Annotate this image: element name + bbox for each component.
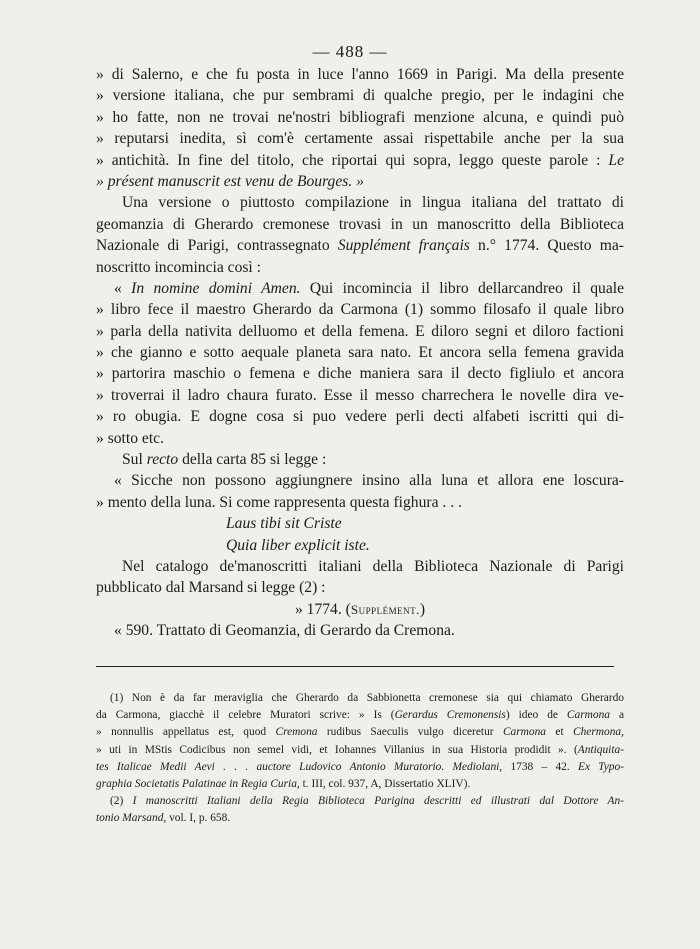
text-line: » ro obugia. E dogne cosa si puo vedere perli decti alfabeti iscritti qui di-	[96, 408, 624, 426]
text-line: » che gianno e sotto aequale planeta sara nato. Et ancora sella femena gravida	[96, 344, 624, 362]
main-text	[96, 64, 624, 642]
text-line: Una versione o piuttosto compilazione in lingua italiana del trattato di	[122, 194, 624, 212]
catalog-entry	[96, 599, 624, 620]
text-line	[96, 278, 624, 299]
text-segment: (2)	[110, 795, 124, 808]
page-number: — 488 —	[312, 42, 388, 61]
footnote-rule	[96, 666, 614, 667]
text-line: » présent manuscrit est venu de Bourges. »	[96, 172, 364, 190]
italic-segment: tes Italicae Medii Aevi . . . auctore Ludovico Antonio Muratorio. Mediolani,	[96, 760, 503, 773]
text-line: » troverrai il ladro chaura furato. Esse il messo charrechera le novelle dira ve-	[96, 386, 624, 404]
footnote-line	[96, 810, 624, 827]
italic-segment: recto	[146, 451, 179, 469]
text-segment: della carta 85 si legge :	[182, 451, 327, 469]
text-line	[96, 449, 624, 470]
italic-segment: Supplément français	[337, 237, 470, 255]
text-segment: t. III, col. 937, A, Dissertatio XLIV).	[302, 777, 471, 790]
text-line: geomanzia di Gherardo cremonese trovasi in un manoscritto della Biblioteca	[96, 215, 624, 233]
text-line: « 590. Trattato di Geomanzia, di Gerardo da Cremona.	[114, 622, 455, 640]
text-line: » di Salerno, e che fu posta in luce l'anno 1669 in Parigi. Ma della presente	[96, 66, 624, 83]
text-segment: 1738 – 42.	[510, 760, 570, 773]
italic-segment: graphia Societatis Palatinae in Regia Curia,	[96, 777, 300, 790]
italic-segment: Le	[608, 151, 624, 169]
text-line: » parla della nativita delluomo et della femena. E diloro segni et diloro factioni	[96, 322, 624, 340]
italic-segment: Carmona	[502, 726, 546, 739]
text-line: noscritto incomincia così :	[96, 258, 261, 276]
text-segment: Qui incomincia il libro dellarcandreo il quale	[300, 279, 624, 297]
text-segment: rudibus Saeculis vulgo diceretur	[326, 726, 494, 739]
text-segment: ) ideo de	[505, 709, 558, 722]
text-segment: n.° 1774. Questo ma-	[478, 237, 624, 255]
text-line	[96, 150, 624, 171]
text-line: Nel catalogo de'manoscritti italiani della Biblioteca Nazionale di Parigi	[122, 557, 624, 575]
italic-segment: In nomine domini Amen.	[131, 279, 301, 297]
text-segment: » nonnullis appellatus est, quod	[96, 726, 267, 739]
text-segment: «	[114, 279, 132, 297]
italic-segment: Chermona,	[573, 726, 624, 739]
text-line: » libro fece il maestro Gherardo da Carmona (1) sommo filosafo il quale libro	[96, 301, 624, 319]
footnote-line	[96, 776, 624, 793]
verse-line: Quia liber explicit iste.	[226, 536, 370, 554]
text-line	[96, 235, 624, 256]
text-segment: » 1774. (	[294, 600, 351, 618]
italic-segment: I manoscritti Italiani della Regia Biblioteca Parigina descritti ed illustrati dal Dottore An-	[132, 795, 624, 808]
text-line: » reputarsi inedita, sì com'è certamente assai rispettabile anche per la sua	[96, 130, 624, 148]
text-line: « Sicche non possono aggiungnere insino alla luna et allora ene loscura-	[114, 472, 624, 490]
italic-segment: Cremona	[275, 726, 318, 739]
text-segment: vol. I, p. 658.	[169, 812, 231, 825]
italic-segment: tonio Marsand,	[96, 812, 167, 825]
footnote-line: (1) Non è da far meraviglia che Gherardo da Sabbionetta cremonese sia qui chiamato Gherardo	[110, 692, 624, 704]
text-segment: a	[618, 709, 624, 722]
text-line: » ho fatte, non ne trovai ne'nostri bibliografi menzione alcuna, e quindi può	[96, 108, 624, 126]
text-line: » mento della luna. Si come rappresenta questa fighura . . .	[96, 493, 462, 511]
small-caps-segment: Supplément.	[350, 601, 420, 617]
footnote-line	[96, 707, 624, 724]
footnote-line	[96, 724, 624, 741]
text-segment: Nazionale di Parigi, contrassegnato	[96, 237, 330, 255]
italic-segment: Carmona	[566, 709, 610, 722]
footnotes	[96, 690, 624, 828]
text-line: » versione italiana, che pur sembrami di qualche pregio, per le indagini che	[96, 87, 624, 105]
text-segment: )	[419, 600, 426, 618]
italic-segment: Ex Typo-	[577, 760, 624, 773]
footnote-line	[96, 759, 624, 776]
verse-line: Laus tibi sit Criste	[226, 515, 342, 533]
text-segment: Sul	[122, 451, 143, 469]
text-line: » sotto etc.	[96, 429, 164, 447]
text-line: » partorira maschio o femena e diche maniera sara il decto figliulo et ancora	[96, 365, 624, 383]
text-segment: » antichità. In fine del titolo, che riportai qui sopra, leggo queste parole :	[96, 151, 601, 169]
footnote-line	[96, 742, 624, 759]
italic-segment: Gerardus Cremonensis	[394, 709, 506, 722]
italic-segment: Antiquita-	[577, 743, 624, 756]
text-segment: » uti in MStis Codicibus non semel vidi, et Iohannes Villanius in sua Historia prodidit ». (	[96, 743, 578, 756]
text-segment: da Carmona, giacchè il celebre Muratori scrive: » Is (	[96, 709, 395, 722]
text-line: pubblicato dal Marsand si legge (2) :	[96, 579, 326, 597]
footnote-line	[96, 793, 624, 810]
text-segment: et	[555, 726, 564, 739]
